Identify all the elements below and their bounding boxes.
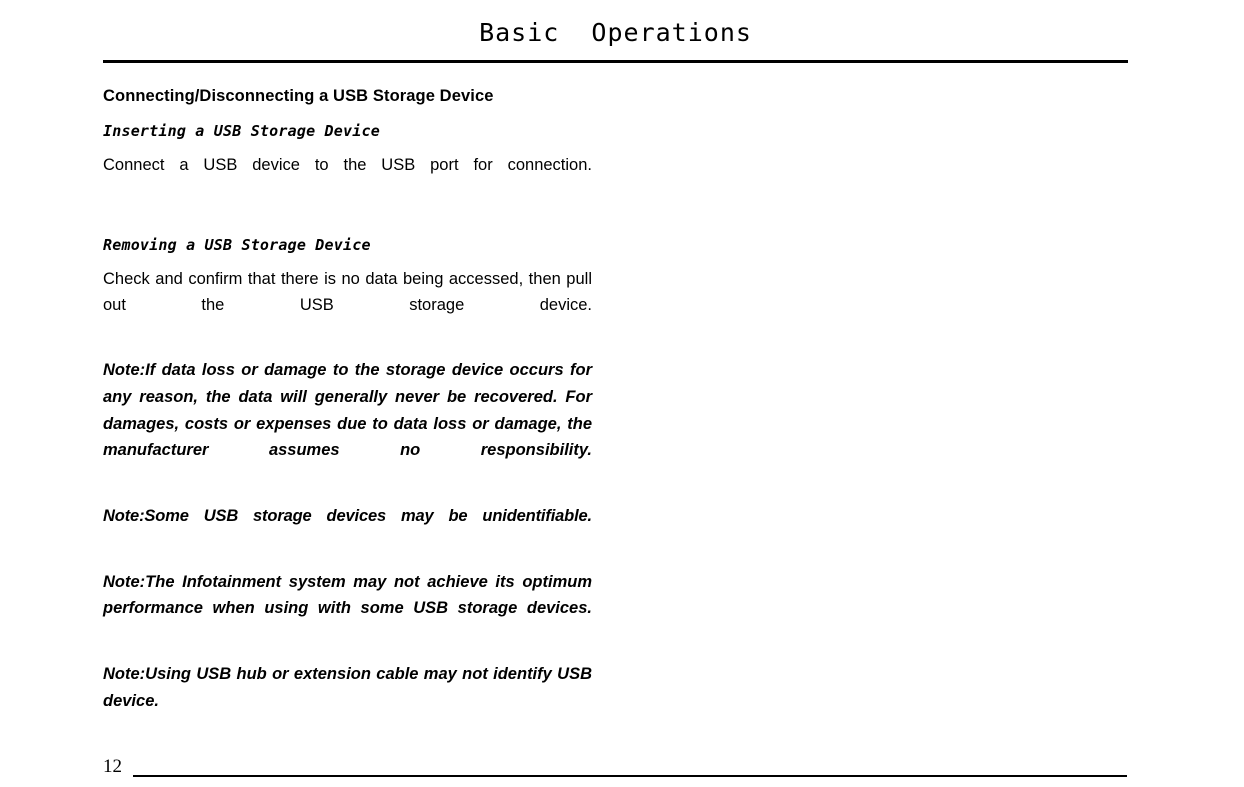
subsection-heading-removing: Removing a USB Storage Device xyxy=(103,236,371,254)
note-usb-hub: Note:Using USB hub or extension cable may not identify USB device. xyxy=(103,664,592,710)
header-divider xyxy=(103,60,1128,63)
page-header xyxy=(103,18,1128,48)
page-number: 12 xyxy=(103,756,122,777)
page-title: Basic Operations xyxy=(479,18,752,47)
footer-divider xyxy=(133,775,1127,777)
note-unidentifiable: Note:Some USB storage devices may be unidentifiable. xyxy=(103,506,592,525)
paragraph-removing: Check and confirm that there is no data being accessed, then pull out the USB storage device. xyxy=(103,270,592,314)
page-content xyxy=(103,86,592,753)
paragraph-inserting: Connect a USB device to the USB port for connection. xyxy=(103,156,592,174)
note-optimum-performance: Note:The Infotainment system may not achieve its optimum performance when using with some USB storage devices. xyxy=(103,572,592,618)
section-heading: Connecting/Disconnecting a USB Storage Device xyxy=(103,87,494,105)
note-data-loss: Note:If data loss or damage to the storage device occurs for any reason, the data will generally never be recovered. For damages, costs or expenses due to data loss or damage, the manufacturer assumes no responsibility. xyxy=(103,361,592,460)
subsection-heading-inserting: Inserting a USB Storage Device xyxy=(103,122,380,140)
